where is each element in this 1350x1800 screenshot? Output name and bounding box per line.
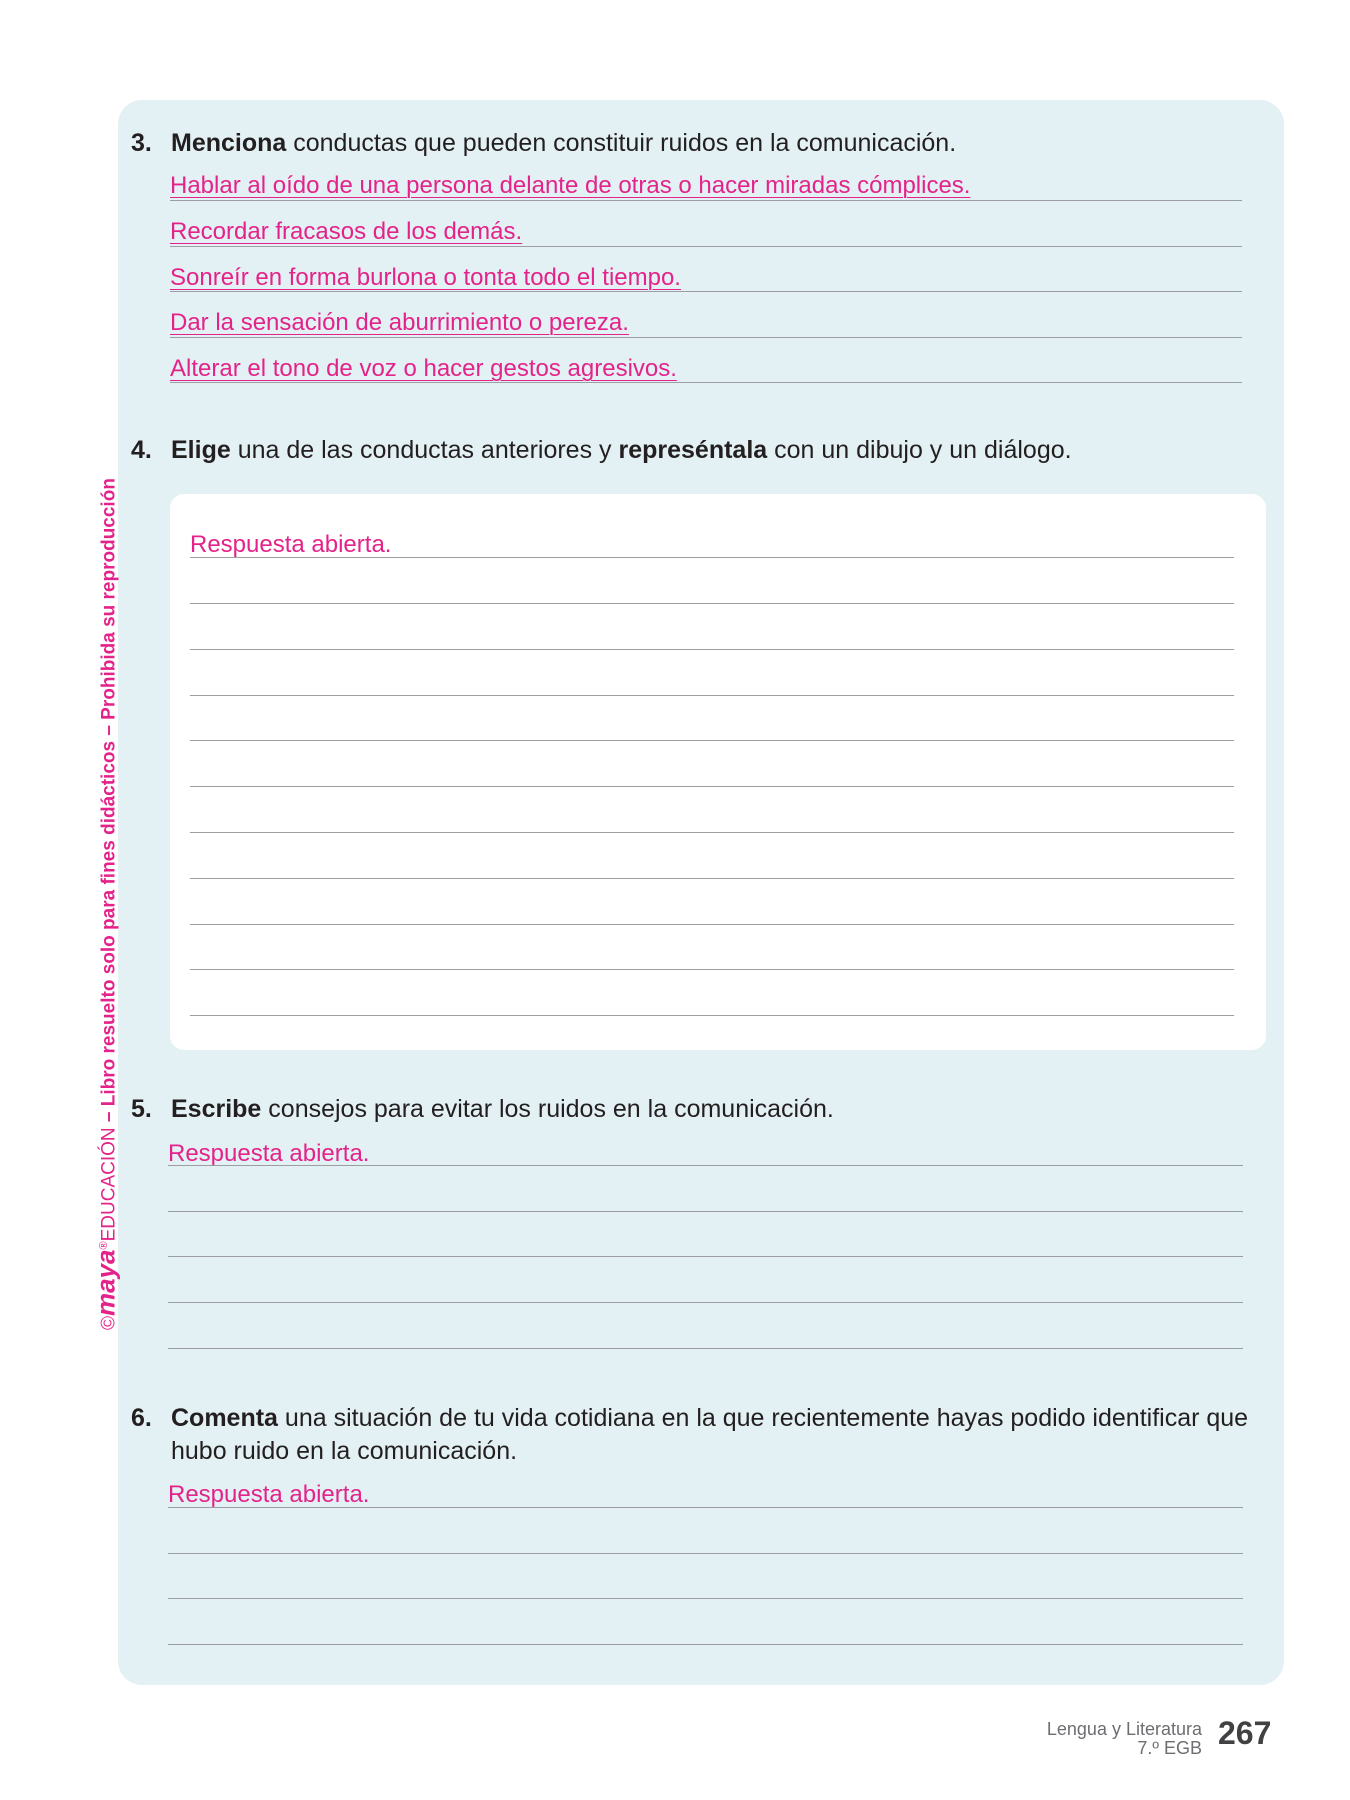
drawing-box — [170, 494, 1266, 1050]
answer-line — [168, 1507, 1243, 1508]
copyright-symbol: © — [98, 1316, 120, 1330]
answer-line — [168, 1598, 1243, 1599]
answer-line — [190, 1015, 1234, 1016]
footer-subject — [1047, 1720, 1202, 1758]
copyright-notice — [84, 478, 124, 1330]
answer-line — [168, 1553, 1243, 1554]
question-mid: una de las conductas anteriores y — [230, 436, 619, 464]
registered-mark: ® — [98, 1241, 110, 1250]
answer-line — [190, 695, 1234, 696]
answer-text: Sonreír en forma burlona o tonta todo el tiempo. — [170, 264, 681, 291]
answer-line — [168, 1302, 1243, 1303]
answer-line — [190, 969, 1234, 970]
answer-line — [168, 1644, 1243, 1645]
question-6 — [131, 1402, 1271, 1470]
answer-line — [168, 1256, 1243, 1257]
answer-line — [190, 832, 1234, 833]
question-text — [171, 1402, 1271, 1435]
answer-line — [190, 557, 1234, 558]
brand-logo: maya — [90, 1249, 121, 1316]
question-number: 5. — [131, 1095, 152, 1123]
page-number: 267 — [1218, 1715, 1272, 1751]
question-number: 6. — [131, 1404, 152, 1432]
answer-text: Dar la sensación de aburrimiento o pereza. — [170, 309, 629, 336]
answer-text: Recordar fracasos de los demás. — [170, 218, 523, 245]
answer-line — [190, 603, 1234, 604]
question-text — [171, 127, 956, 160]
answer-text: Alterar el tono de voz o hacer gestos agresivos. — [170, 355, 677, 382]
question-3 — [131, 127, 1261, 161]
question-5 — [131, 1093, 1261, 1127]
answer-line — [168, 1165, 1243, 1166]
answer-text: Respuesta abierta. — [168, 1481, 370, 1508]
notice-text: – Libro resuelto solo para fines didácticos – Prohibida su reproducción — [98, 478, 120, 1128]
question-verb: Elige — [171, 436, 231, 464]
question-verb: Escribe — [171, 1095, 262, 1123]
answer-line — [190, 649, 1234, 650]
question-text — [171, 434, 1072, 467]
question-number: 3. — [131, 129, 152, 157]
answer-line — [190, 786, 1234, 787]
answer-line — [190, 924, 1234, 925]
answer-text: Respuesta abierta. — [168, 1140, 370, 1167]
answer-text: Respuesta abierta. — [190, 531, 392, 558]
answer-line — [170, 200, 1242, 201]
question-rest: una situación de tu vida cotidiana en la que recientemente hayas podido identificar que — [277, 1404, 1249, 1432]
question-number: 4. — [131, 436, 152, 464]
answer-line — [170, 246, 1242, 247]
question-text — [171, 1093, 834, 1126]
answer-line — [170, 337, 1242, 338]
question-rest: consejos para evitar los ruidos en la comunicación. — [261, 1095, 834, 1123]
question-text-line-2: hubo ruido en la comunicación. — [171, 1437, 518, 1465]
question-rest: con un dibujo y un diálogo. — [767, 436, 1072, 464]
grade-label: 7.º EGB — [1137, 1738, 1202, 1758]
question-verb: Comenta — [171, 1404, 278, 1432]
subject-name: Lengua y Literatura — [1046, 1719, 1202, 1739]
question-rest: conductas que pueden constituir ruidos en la comunicación. — [286, 129, 957, 157]
answer-line — [168, 1211, 1243, 1212]
question-verb: Menciona — [171, 129, 287, 157]
question-verb-2: represéntala — [618, 436, 768, 464]
brand-org: EDUCACIÓN — [98, 1127, 120, 1242]
answer-text: Hablar al oído de una persona delante de otras o hacer miradas cómplices. — [170, 172, 971, 199]
question-4 — [131, 434, 1261, 468]
answer-line — [168, 1348, 1243, 1349]
answer-line — [190, 878, 1234, 879]
answer-line — [190, 740, 1234, 741]
